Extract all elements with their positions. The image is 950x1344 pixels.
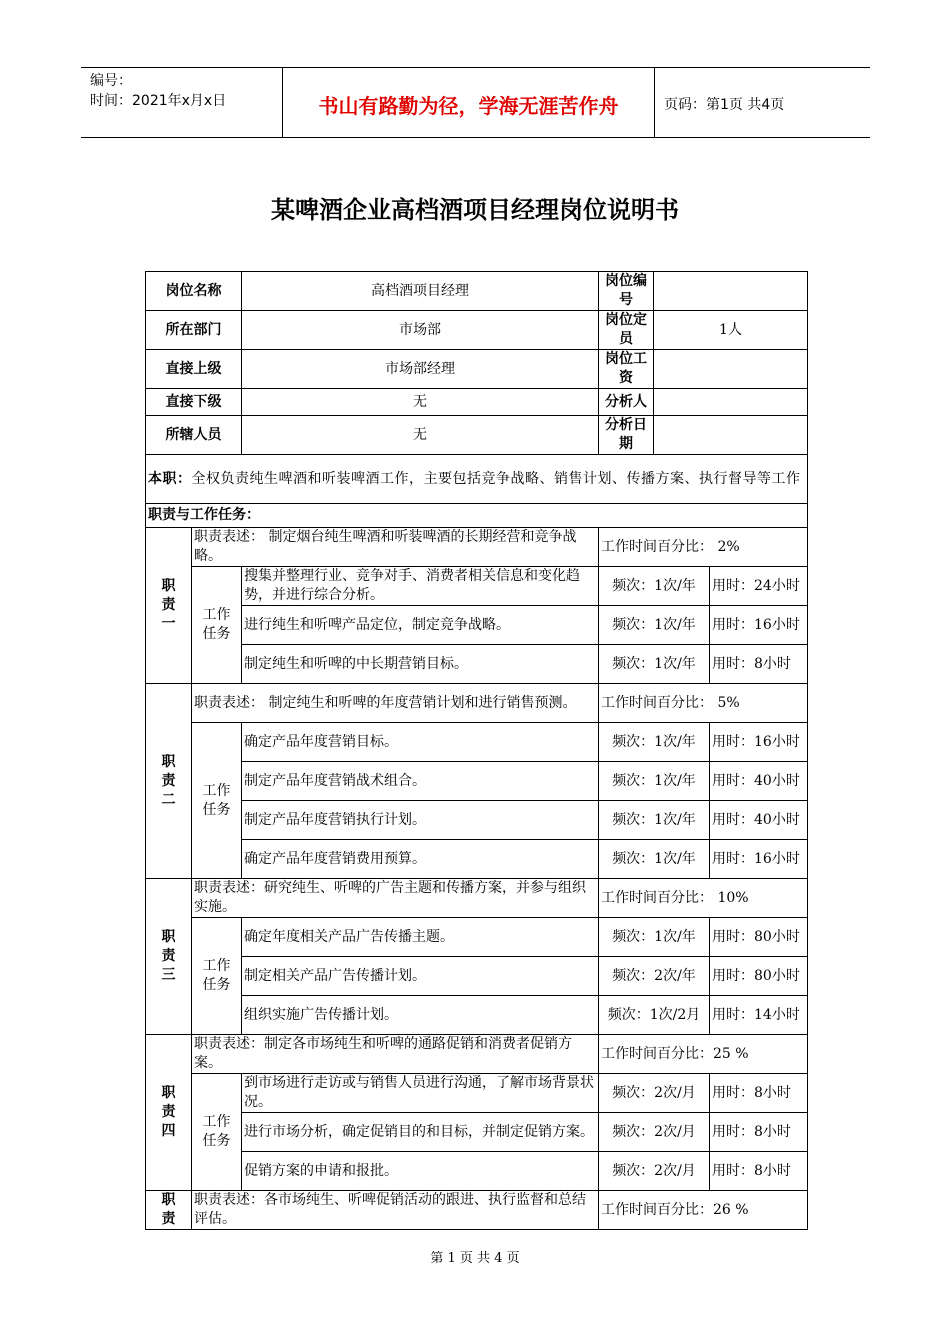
duty-name <box>146 1191 192 1230</box>
task-description: 确定产品年度营销费用预算。 <box>242 840 599 879</box>
info-label: 直接下级 <box>146 389 242 416</box>
task-label <box>192 723 242 879</box>
task-label <box>192 567 242 684</box>
task-description: 制定相关产品广告传播计划。 <box>242 957 599 996</box>
info-label: 岗位名称 <box>146 272 242 311</box>
task-frequency: 频次：2次/月 <box>599 1113 710 1152</box>
doc-date-label: 时间：2021年x月x日 <box>90 93 227 109</box>
job-description-table <box>145 271 808 1230</box>
info-value: 1人 <box>654 311 808 350</box>
duty-time-percent: 工作时间百分比： 5% <box>599 684 808 723</box>
task-label-text: 工作任务 <box>202 782 231 818</box>
task-label <box>192 1074 242 1191</box>
duty-name-text: 职责一 <box>161 578 176 632</box>
task-duration: 用时：16小时 <box>710 723 808 762</box>
task-row <box>146 1113 808 1152</box>
task-frequency: 频次：1次/年 <box>599 762 710 801</box>
info-row <box>146 389 808 416</box>
page-footer: 第 1 页 共 4 页 <box>430 1251 520 1266</box>
task-description: 确定产品年度营销目标。 <box>242 723 599 762</box>
benzhi-row <box>146 455 808 504</box>
task-row <box>146 996 808 1035</box>
info-value <box>654 350 808 389</box>
info-value: 高档酒项目经理 <box>242 272 599 311</box>
duty-name-text: 职责二 <box>161 753 176 808</box>
task-duration: 用时：16小时 <box>710 606 808 645</box>
info-label: 岗位定员 <box>599 311 654 350</box>
task-label-text: 工作任务 <box>202 1114 231 1149</box>
task-frequency: 频次：1次/年 <box>599 801 710 840</box>
task-description: 搜集并整理行业、竞争对手、消费者相关信息和变化趋势，并进行综合分析。 <box>242 567 599 606</box>
duty-name <box>146 684 192 879</box>
task-description: 到市场进行走访或与销售人员进行沟通，了解市场背景状况。 <box>242 1074 599 1113</box>
task-description: 进行纯生和听啤产品定位，制定竞争战略。 <box>242 606 599 645</box>
duty-time-percent: 工作时间百分比：26 % <box>599 1191 808 1230</box>
info-row <box>146 311 808 350</box>
header-motto: 书山有路勤为径，学海无涯苦作舟 <box>283 68 655 137</box>
duty-statement: 职责表述：各市场纯生、听啤促销活动的跟进、执行监督和总结评估。 <box>192 1191 599 1230</box>
task-duration: 用时：8小时 <box>710 1074 808 1113</box>
benzhi-text: 全权负责纯生啤酒和听装啤酒工作，主要包括竞争战略、销售计划、传播方案、执行督导等工作 <box>191 470 801 487</box>
task-duration: 用时：80小时 <box>710 957 808 996</box>
info-label: 所辖人员 <box>146 416 242 455</box>
task-frequency: 频次：2次/年 <box>599 957 710 996</box>
duty-name-text: 职责四 <box>161 1085 176 1139</box>
duty-time-percent: 工作时间百分比： 10% <box>599 879 808 918</box>
task-row <box>146 645 808 684</box>
duty-statement: 职责表述：制定各市场纯生和听啤的通路促销和消费者促销方案。 <box>192 1035 599 1074</box>
duty-name-text: 职责 <box>161 1192 176 1227</box>
duty-statement: 职责表述： 制定烟台纯生啤酒和听装啤酒的长期经营和竞争战略。 <box>192 528 599 567</box>
duty-time-percent: 工作时间百分比： 2% <box>599 528 808 567</box>
task-duration: 用时：14小时 <box>710 996 808 1035</box>
task-label <box>192 918 242 1035</box>
task-label-text: 工作任务 <box>202 958 231 993</box>
info-value: 市场部 <box>242 311 599 350</box>
doc-number-label: 编号： <box>90 73 132 89</box>
document-title: 某啤酒企业高档酒项目经理岗位说明书 <box>271 196 679 224</box>
duty-statement: 职责表述：研究纯生、听啤的广告主题和传播方案，并参与组织实施。 <box>192 879 599 918</box>
task-row <box>146 723 808 762</box>
task-row <box>146 918 808 957</box>
info-value <box>654 389 808 416</box>
info-row <box>146 350 808 389</box>
task-frequency: 频次：1次/年 <box>599 645 710 684</box>
duty-statement-row <box>146 528 808 567</box>
task-row <box>146 1074 808 1113</box>
task-frequency: 频次：1次/年 <box>599 840 710 879</box>
info-label: 分析日期 <box>599 416 654 455</box>
task-row <box>146 1152 808 1191</box>
info-value: 无 <box>242 416 599 455</box>
duty-statement-row <box>146 1191 808 1230</box>
duty-time-percent: 工作时间百分比：25 % <box>599 1035 808 1074</box>
task-row <box>146 957 808 996</box>
task-frequency: 频次：1次/年 <box>599 918 710 957</box>
job-description-table-wrap <box>145 271 807 1227</box>
task-frequency: 频次：1次/年 <box>599 606 710 645</box>
duty-statement: 职责表述： 制定纯生和听啤的年度营销计划和进行销售预测。 <box>192 684 599 723</box>
task-duration: 用时：8小时 <box>710 1152 808 1191</box>
info-label: 分析人 <box>599 389 654 416</box>
task-description: 组织实施广告传播计划。 <box>242 996 599 1035</box>
info-label: 岗位编号 <box>599 272 654 311</box>
task-duration: 用时：24小时 <box>710 567 808 606</box>
duties-label-cell <box>146 504 808 528</box>
info-label: 所在部门 <box>146 311 242 350</box>
task-description: 制定纯生和听啤的中长期营销目标。 <box>242 645 599 684</box>
info-value <box>654 416 808 455</box>
task-label-text: 工作任务 <box>202 607 231 642</box>
info-label: 直接上级 <box>146 350 242 389</box>
task-frequency: 频次：2次/月 <box>599 1074 710 1113</box>
duties-label: 职责与工作任务： <box>148 507 260 523</box>
info-row <box>146 272 808 311</box>
task-row <box>146 606 808 645</box>
info-value: 无 <box>242 389 599 416</box>
duty-name-text: 职责三 <box>161 929 176 983</box>
task-frequency: 频次：1次/2月 <box>599 996 710 1035</box>
info-label: 岗位工资 <box>599 350 654 389</box>
task-row <box>146 840 808 879</box>
task-row <box>146 762 808 801</box>
header-meta <box>81 68 283 137</box>
duty-name <box>146 879 192 1035</box>
info-value: 市场部经理 <box>242 350 599 389</box>
task-frequency: 频次：2次/月 <box>599 1152 710 1191</box>
page-header <box>81 67 870 138</box>
task-duration: 用时：40小时 <box>710 762 808 801</box>
duties-label-row <box>146 504 808 528</box>
task-duration: 用时：8小时 <box>710 1113 808 1152</box>
task-duration: 用时：40小时 <box>710 801 808 840</box>
task-row <box>146 567 808 606</box>
header-page-number: 页码：第1页 共4页 <box>664 96 785 113</box>
task-description: 促销方案的申请和报批。 <box>242 1152 599 1191</box>
task-description: 制定产品年度营销执行计划。 <box>242 801 599 840</box>
task-duration: 用时：80小时 <box>710 918 808 957</box>
info-value <box>654 272 808 311</box>
info-row <box>146 416 808 455</box>
task-duration: 用时：8小时 <box>710 645 808 684</box>
task-description: 进行市场分析，确定促销目的和目标，并制定促销方案。 <box>242 1113 599 1152</box>
duty-name <box>146 1035 192 1191</box>
benzhi-label: 本职： <box>148 470 192 487</box>
benzhi-cell <box>146 455 808 504</box>
task-description: 制定产品年度营销战术组合。 <box>242 762 599 801</box>
task-row <box>146 801 808 840</box>
duty-statement-row <box>146 684 808 723</box>
task-description: 确定年度相关产品广告传播主题。 <box>242 918 599 957</box>
duty-name <box>146 528 192 684</box>
task-frequency: 频次：1次/年 <box>599 723 710 762</box>
task-frequency: 频次：1次/年 <box>599 567 710 606</box>
duty-statement-row <box>146 879 808 918</box>
duty-statement-row <box>146 1035 808 1074</box>
task-duration: 用时：16小时 <box>710 840 808 879</box>
